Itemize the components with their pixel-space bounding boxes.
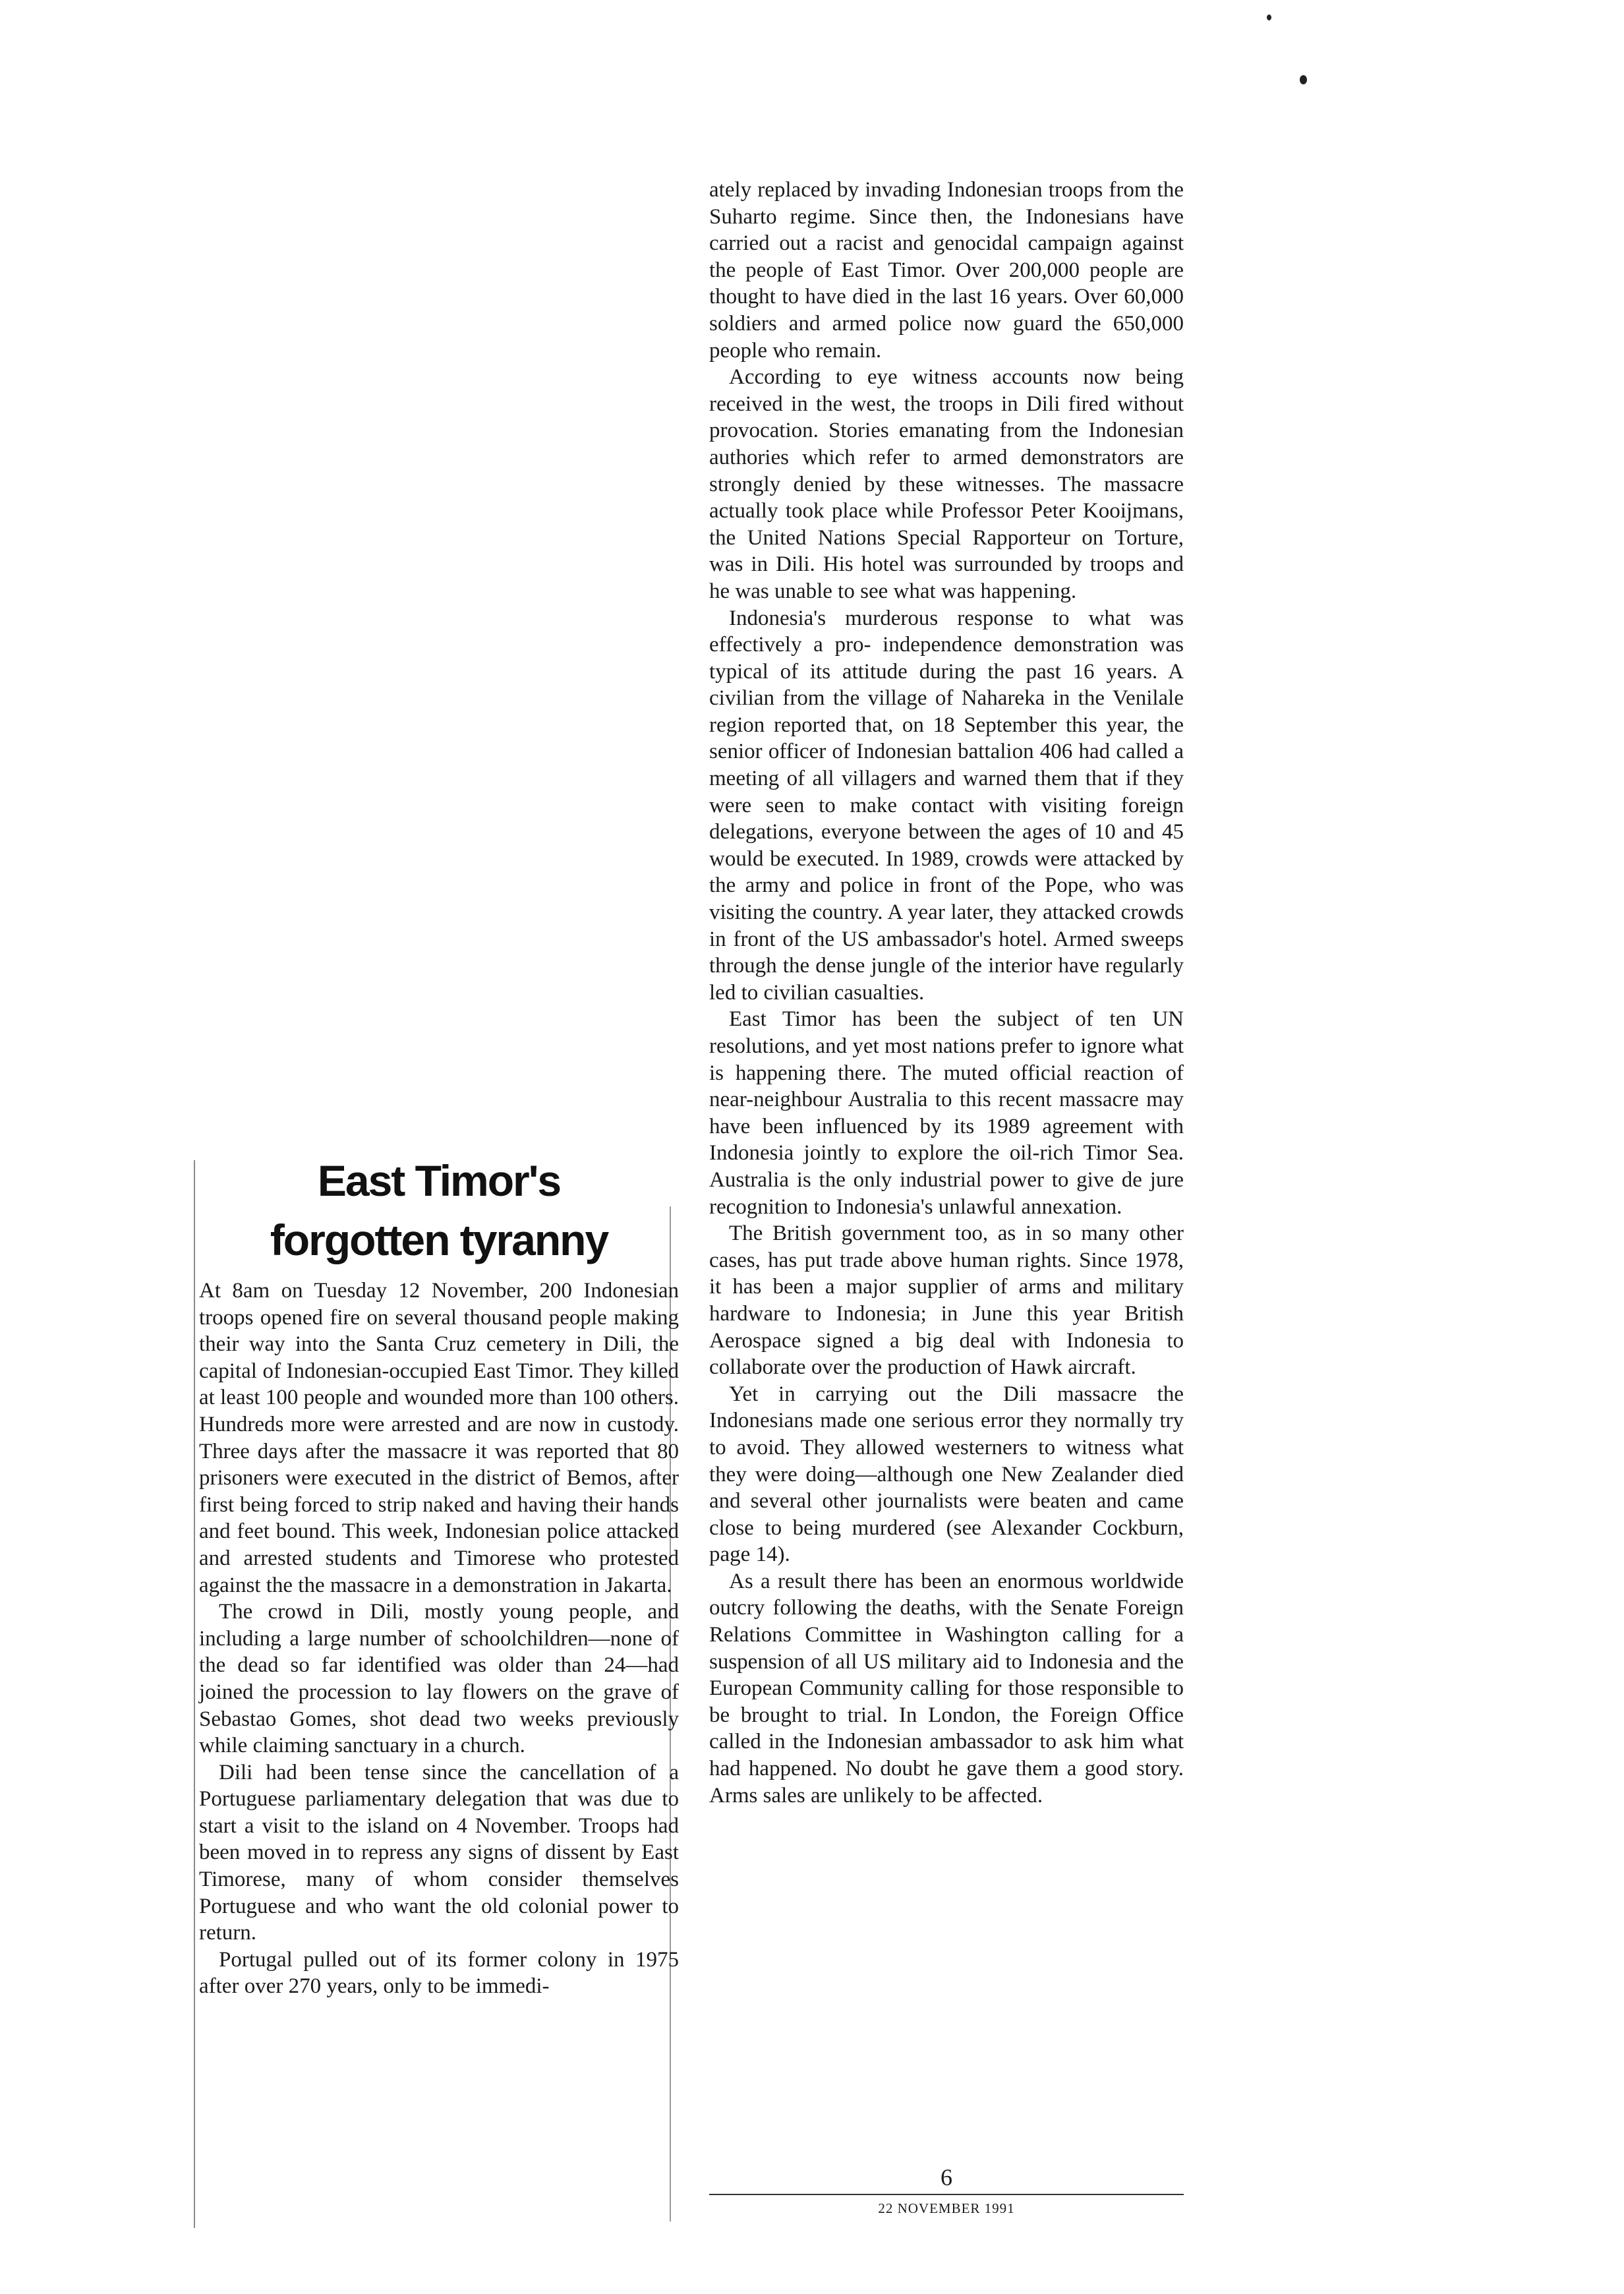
paragraph: Yet in carrying out the Dili massacre the Indonesians made one serious error they normally try to avoid. They allowed westerners to witness what they were doing—although one New Zealander died and several other journalists were beaten and came close to being murdered (see Alexander Cockburn, page 14). [709,1382,1184,1567]
footer-rule [709,2194,1184,2195]
paragraph: East Timor has been the subject of ten UN resolutions, and yet most nations prefer to ignore what is happening there. The muted official reaction of near-neighbour Australia to this recent massacre may have been influenced by its 1989 agreement with Indonesia jointly to explore the oil-rich Timor Sea. Australia is the only industrial power to give de jure recognition to Indonesia's unlawful annexation. [709,1007,1184,1219]
paragraph: According to eye witness accounts now being received in the west, the troops in Dili fired without provocation. Stories emanating from the Indonesian authories which refer to armed demonstrators are strongly denied by these witnesses. The massacre actually took place while Professor Peter Kooijmans, the United Nations Special Rapporteur on Torture, was in Dili. His hotel was surrounded by troops and he was unable to see what was happening. [709,365,1184,603]
paragraph: Indonesia's murderous response to what was effectively a pro- independence demonstration was typical of its attitude during the past 16 years. A civilian from the village of Nahareka in the Venilale region reported that, on 18 September this year, the senior officer of Indonesian battalion 406 had called a meeting of all villagers and warned them that if they were seen to make contact with visiting foreign delegations, everyone between the ages of 10 and 45 would be executed. In 1989, crowds were attacked by the army and police in front of the Pope, who was visiting the country. A year later, they attacked crowds in front of the US ambassador's hotel. Armed sweeps through the dense jungle of the interior have regularly led to civilian casualties. [709,606,1184,1005]
headline-line-2: forgotten tyranny [270,1216,608,1264]
paragraph: At 8am on Tuesday 12 November, 200 Indonesian troops opened fire on several thousand people making their way into the Santa Cruz cemetery in Dili, the capital of Indonesian-occupied East Timor. They killed at least 100 people and wounded more than 100 others. Hundreds more were arrested and are now in custody. Three days after the massacre it was reported that 80 prisoners were executed in the district of Bemos, after first being forced to strip naked and having their hands and feet bound. This week, Indonesian police attacked and arrested students and Timorese who protested against the the massacre in a demonstration in Jakarta. [199,1279,679,1597]
right-column [709,177,1184,1809]
left-column-rule [194,1160,195,2228]
paragraph: Dili had been tense since the cancellation of a Portuguese parliamentary delegation that was due to start a visit to the island on 4 November. Troops had been moved in to repress any signs of dissent by East Timorese, many of whom consider themselves Portuguese and who want the old colonial power to return. [199,1760,679,1945]
scan-speck [1267,15,1271,20]
paragraph: The British government too, as in so many other cases, has put trade above human rights. Since 1978, it has been a major supplier of arms and military hardware to Indonesia; in June this year British Aerospace signed a big deal with Indonesia to collaborate over the production of Hawk aircraft. [709,1221,1184,1380]
headline-line-1: East Timor's [317,1156,561,1205]
article-headline [199,1151,679,1270]
paragraph: As a result there has been an enormous worldwide outcry following the deaths, with the Senate Foreign Relations Committee in Washington calling for a suspension of all US military aid to Indonesia and the European Community calling for those responsible to be brought to trial. In London, the Foreign Office called in the Indonesian ambassador to ask him what had happened. No doubt he gave them a good story. Arms sales are unlikely to be affected. [709,1569,1184,1808]
paragraph: The crowd in Dili, mostly young people, and including a large number of schoolchildren—none of the dead so far identified was older than 24—had joined the procession to lay flowers on the grave of Sebastao Gomes, shot dead two weeks previously while claiming sanctuary in a church. [199,1600,679,1758]
page-number: 6 [941,2164,952,2191]
scan-speck [1300,75,1307,84]
left-column [199,1278,679,2000]
paragraph-continuation: ately replaced by invading Indonesian troops from the Suharto regime. Since then, the Indonesians have carried out a racist and genocidal campaign against the people of East Timor. Over 200,000 people are thought to have died in the last 16 years. Over 60,000 soldiers and armed police now guard the 650,000 people who remain. [709,178,1184,363]
paragraph: Portugal pulled out of its former colony in 1975 after over 270 years, only to be immedi- [199,1947,679,1999]
issue-date: 22 NOVEMBER 1991 [878,2200,1015,2216]
